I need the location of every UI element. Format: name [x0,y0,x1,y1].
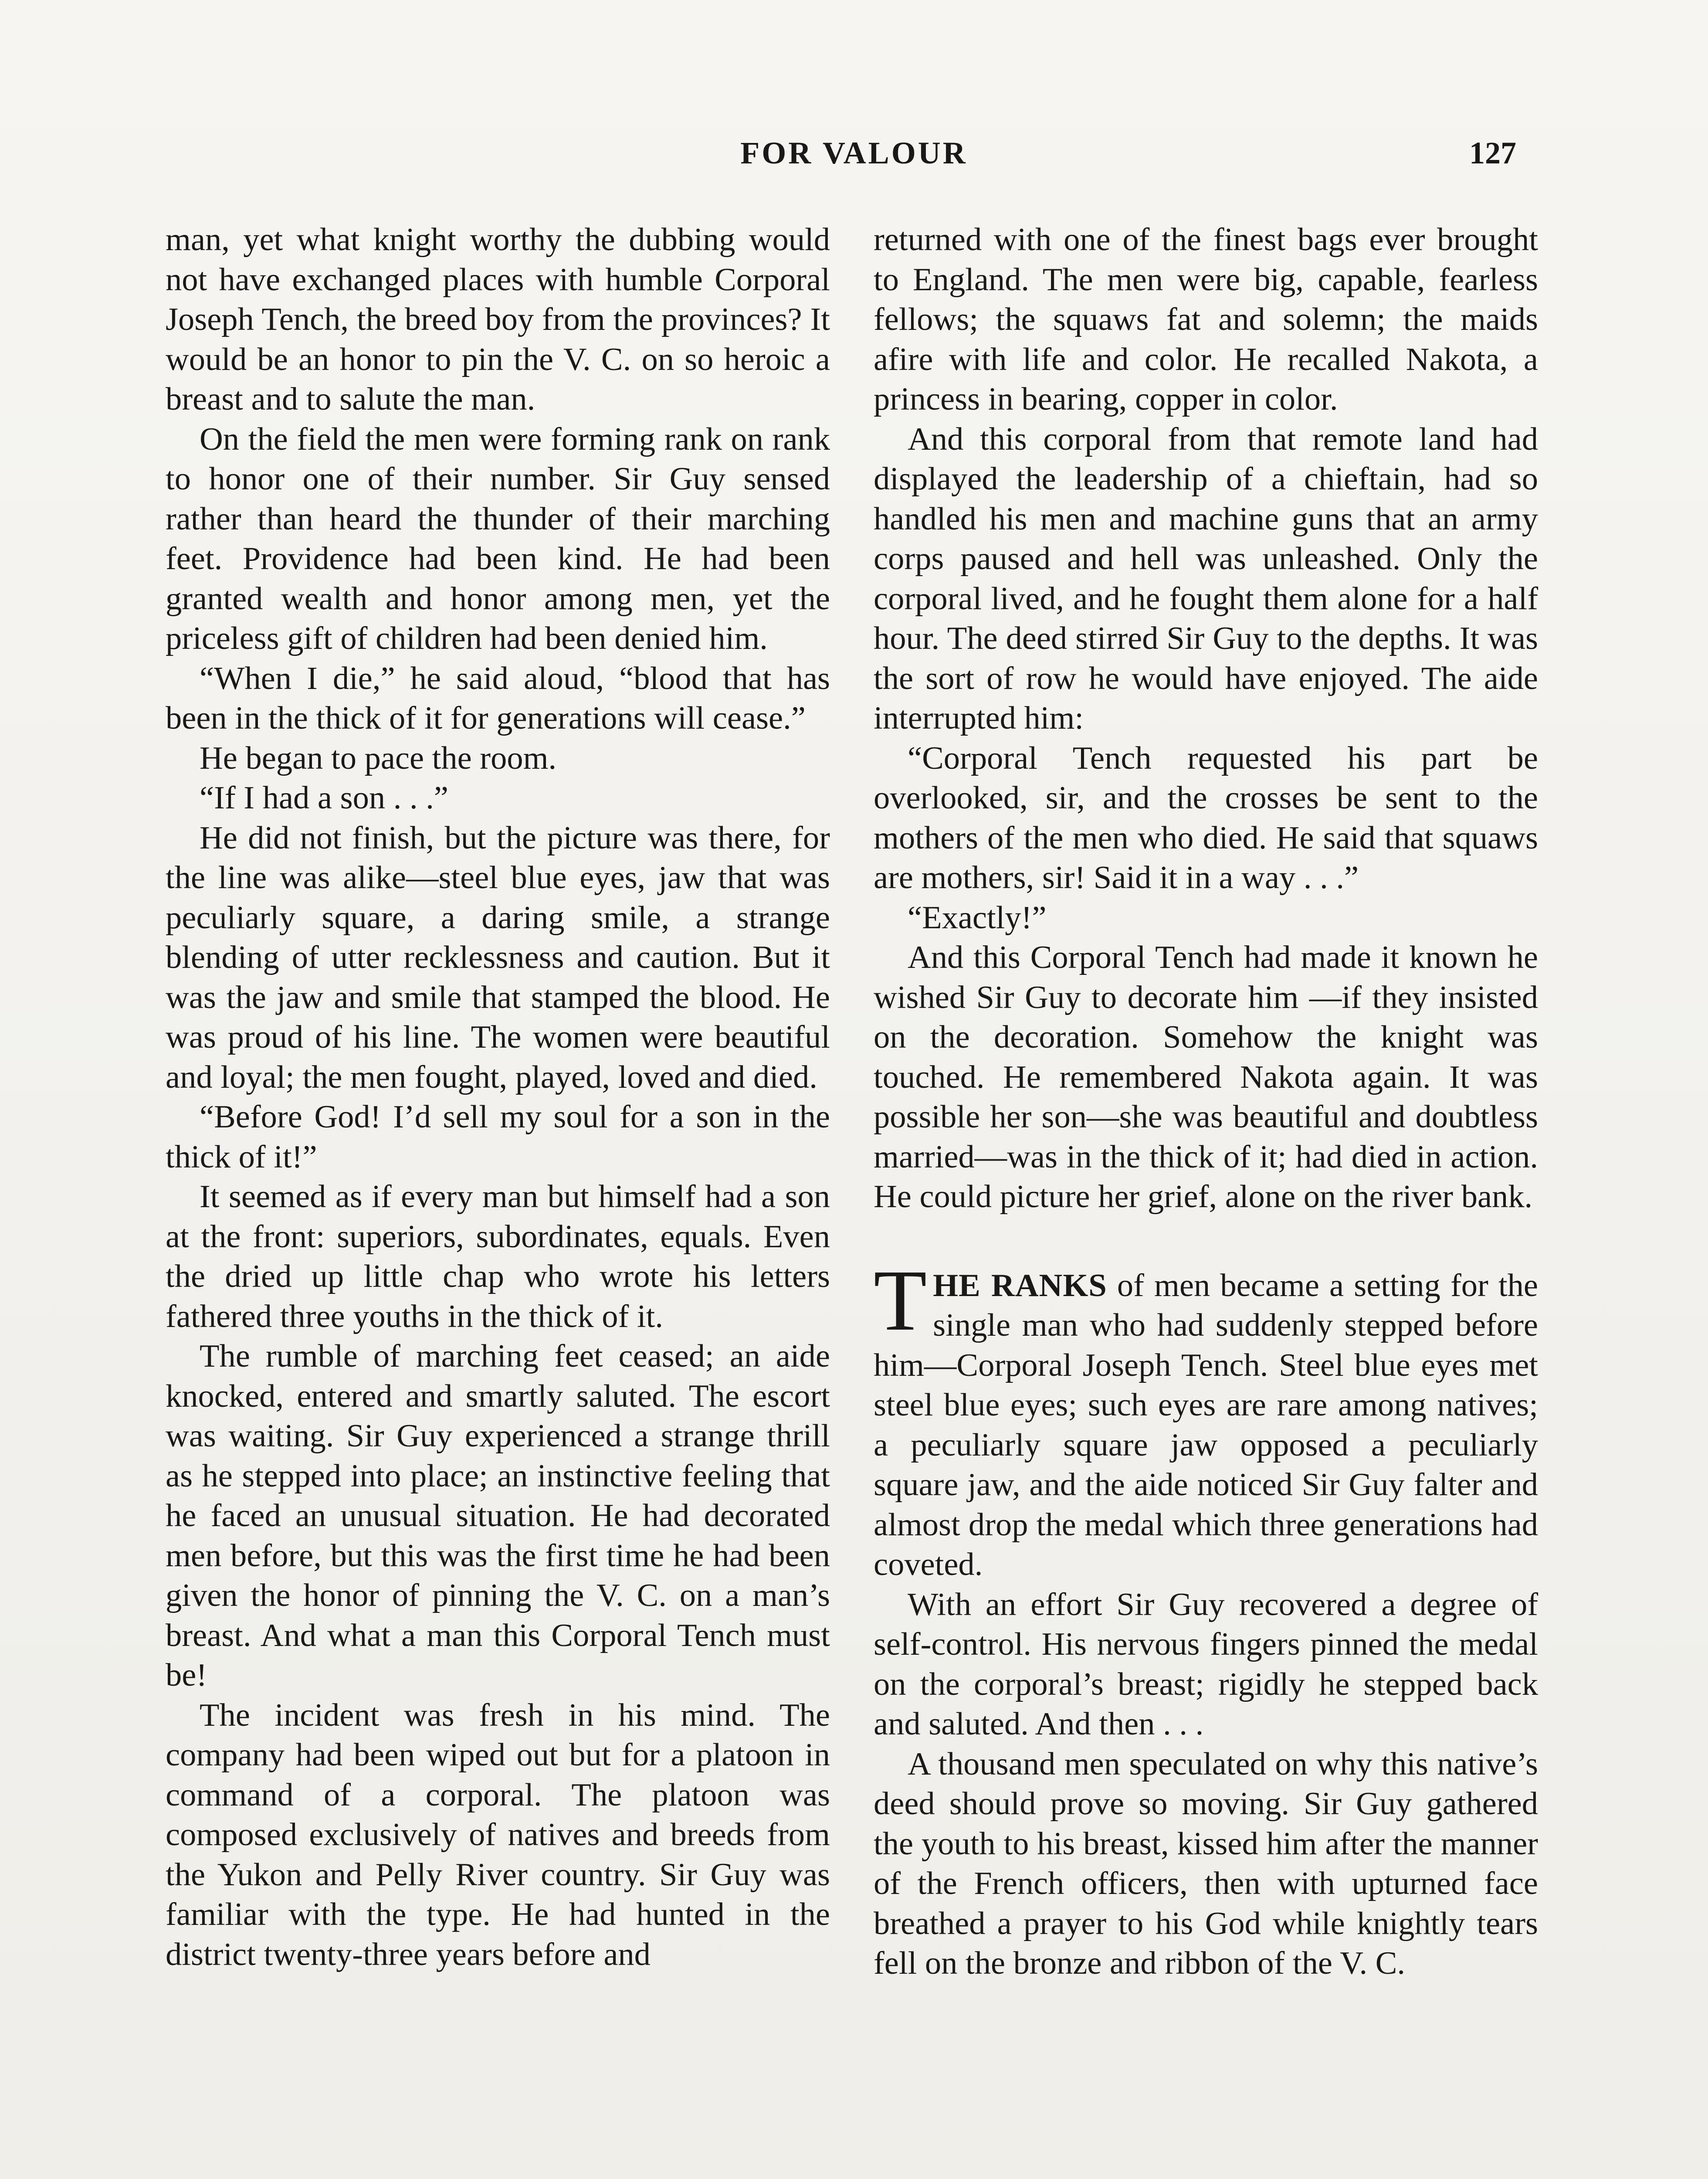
paragraph: And this corporal from that remote land had displayed the leadership of a chieftain, had so handled his men and machine guns that an army corps paused and hell was unleashed. Only the corporal lived, and he fought them alone for a half hour. The deed stirred Sir Guy to the depths. It was the sort of row he would have enjoyed. The aide interrupted him: [874,421,1538,736]
paragraph: He began to pace the room. [200,740,557,776]
paragraph: It seemed as if every man but himself had a son at the front: superiors, subordinates, equals. Even the dried up little chap who wrote his letters fathered three youths in the thick of it. [166,1179,830,1334]
paragraph: A thousand men speculated on why this native’s deed should prove so moving. Sir Guy gathered the youth to his breast, kissed him after the manner of the French officers, then with upturned face breathed a prayer to his God while knightly tears fell on the bronze and ribbon of the V. C. [874,1746,1538,1981]
paragraph: “Exactly!” [908,899,1047,936]
left-column [166,220,830,1975]
running-head [0,131,1708,183]
paragraph: On the field the men were forming rank on rank to honor one of their number. Sir Guy sensed rather than heard the thunder of their marching feet. Providence had been kind. He had been granted wealth and honor among men, yet the priceless gift of children had been denied him. [166,421,830,656]
paragraph: “When I die,” he said aloud, “blood that has been in the thick of it for generations will cease.” [166,660,830,736]
paragraph: And this Corporal Tench had made it known he wished Sir Guy to decorate him —if they insisted on the decoration. Somehow the knight was touched. He remembered Nakota again. It was possible her son—she was beautiful and doubtless married—was in the thick of it; had died in action. He could picture her grief, alone on the river bank. [874,940,1538,1215]
paragraph: “Before God! I’d sell my soul for a son in the thick of it!” [166,1099,830,1175]
right-column [874,220,1538,1984]
paragraph: man, yet what knight worthy the dubbing would not have exchanged places with humble Corporal Joseph Tench, the breed boy from the provinces? It would be an honor to pin the V. C. on so heroic a breast and to salute the man. [166,222,830,417]
section-lead-in: HE RANKS [933,1267,1107,1303]
paragraph: returned with one of the finest bags ever brought to England. The men were big, capable, fearless fellows; the squaws fat and solemn; the maids afire with life and color. He recalled Nakota, a princess in bearing, copper in color. [874,222,1538,417]
running-title: FOR VALOUR [740,136,968,170]
drop-cap: T [874,1252,927,1349]
paragraph: “If I had a son . . .” [200,780,448,816]
paragraph: The rumble of marching feet ceased; an aide knocked, entered and smartly saluted. The escort was waiting. Sir Guy experienced a strange thrill as he stepped into place; an instinctive feeling that he faced an unusual situation. He had decorated men before, but this was the first time he had been given the honor of pinning the V. C. on a man’s breast. And what a man this Corporal Tench must be! [166,1338,830,1693]
section-opening-text: of men became a setting for the single man who had suddenly stepped before him—Corporal Joseph Tench. Steel blue eyes met steel blue eyes; such eyes are rare among natives; a peculiarly square jaw opposed a peculiarly square jaw, and the aide noticed Sir Guy falter and almost drop the medal which three generations had coveted. [874,1267,1538,1582]
section-opening-paragraph [874,1252,1538,1585]
paragraph: The incident was fresh in his mind. The company had been wiped out but for a platoon in command of a corporal. The platoon was composed exclusively of natives and breeds from the Yukon and Pelly River country. Sir Guy was familiar with the type. He had hunted in the district twenty-three years before and [166,1697,830,1972]
page-number: 127 [1469,136,1516,170]
paragraph: With an effort Sir Guy recovered a degree of self-control. His nervous fingers pinned the medal on the corporal’s breast; rigidly he stepped back and saluted. And then . . . [874,1586,1538,1742]
paragraph: He did not finish, but the picture was there, for the line was alike—steel blue eyes, jaw that was peculiarly square, a daring smile, a strange blending of utter recklessness and caution. But it was the jaw and smile that stamped the blood. He was proud of his line. The women were beautiful and loyal; the men fought, played, loved and died. [166,820,830,1095]
paragraph: “Corporal Tench requested his part be overlooked, sir, and the crosses be sent to the mothers of the men who died. He said that squaws are mothers, sir! Said it in a way . . .” [874,740,1538,896]
